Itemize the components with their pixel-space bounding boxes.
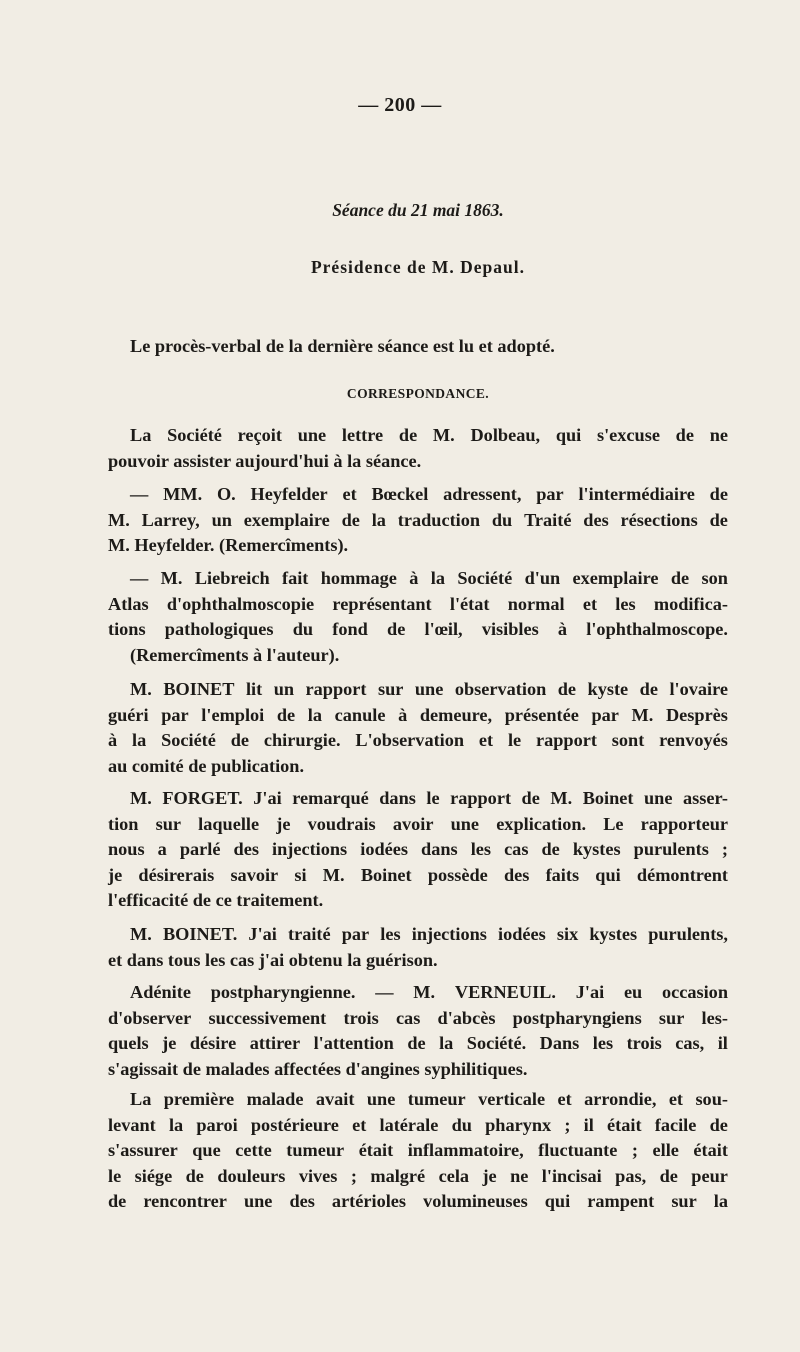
- text-line: et dans tous les cas j'ai obtenu la guérison.: [108, 949, 438, 970]
- text-line: (Remercîments à l'auteur).: [130, 644, 340, 665]
- text-line: M. Larrey, un exemplaire de la traduction du Traité des résections de: [108, 509, 728, 530]
- text-line: Adénite postpharyngienne. — M. VERNEUIL. J'ai eu occasion: [130, 982, 728, 1002]
- text-line: quels je désire attirer l'attention de la Société. Dans les trois cas, il: [108, 1033, 728, 1054]
- text-line: d'observer successivement trois cas d'abcès postpharyngiens sur les-: [108, 1007, 728, 1028]
- text-line: l'efficacité de ce traitement.: [108, 890, 324, 911]
- paragraph-2: [108, 482, 728, 559]
- text-line: au comité de publication.: [108, 755, 305, 776]
- text-line: à la Société de chirurgie. L'observation et le rapport sont renvoyés: [108, 730, 728, 751]
- minutes-paragraph: [108, 334, 728, 360]
- presidency-heading: Présidence de M. Depaul.: [310, 257, 526, 277]
- text-line: M. FORGET. J'ai remarqué dans le rapport de M. Boinet une asser-: [130, 788, 728, 808]
- text-line: — MM. O. Heyfelder et Bœckel adressent, par l'intermédiaire de: [130, 484, 728, 504]
- text-line: tion sur laquelle je voudrais avoir une explication. Le rapporteur: [108, 813, 728, 834]
- text-line: Atlas d'ophthalmoscopie représentant l'état normal et les modifica-: [108, 593, 728, 614]
- page-number: — 200 —: [358, 94, 442, 116]
- paragraph-3: [108, 566, 728, 668]
- text-line: de rencontrer une des artérioles volumineuses qui rampent sur la: [108, 1191, 728, 1212]
- text-line: guéri par l'emploi de la canule à demeure, présentée par M. Desprès: [108, 704, 728, 725]
- paragraph-8: [108, 1087, 728, 1215]
- paragraph-6: [108, 922, 728, 973]
- paragraph-7: [108, 980, 728, 1082]
- text-line: levant la paroi postérieure et latérale du pharynx ; il était facile de: [108, 1114, 728, 1135]
- correspondance-heading: CORRESPONDANCE.: [346, 386, 490, 401]
- text-line: La Société reçoit une lettre de M. Dolbeau, qui s'excuse de ne: [130, 425, 728, 445]
- text-line: s'agissait de malades affectées d'angines syphilitiques.: [108, 1058, 528, 1079]
- paragraph-5: [108, 786, 728, 914]
- text-line: M. BOINET lit un rapport sur une observation de kyste de l'ovaire: [130, 679, 728, 699]
- text-line: nous a parlé des injections iodées dans les cas de kystes purulents ;: [108, 839, 728, 860]
- text-line: M. Heyfelder. (Remercîments).: [108, 535, 349, 556]
- text-line: Le procès-verbal de la dernière séance est lu et adopté.: [130, 336, 555, 356]
- session-date-heading: Séance du 21 mai 1863.: [332, 200, 504, 220]
- text-line: s'assurer que cette tumeur était inflammatoire, fluctuante ; elle était: [108, 1140, 728, 1161]
- text-line: M. BOINET. J'ai traité par les injections iodées six kystes purulents,: [130, 924, 728, 944]
- text-line: le siége de douleurs vives ; malgré cela je ne l'incisai pas, de peur: [108, 1165, 728, 1186]
- text-line: La première malade avait une tumeur verticale et arrondie, et sou-: [130, 1089, 728, 1109]
- text-line: — M. Liebreich fait hommage à la Société d'un exemplaire de son: [130, 568, 728, 588]
- text-line: pouvoir assister aujourd'hui à la séance.: [108, 450, 422, 471]
- paragraph-4: [108, 677, 728, 779]
- text-line: tions pathologiques du fond de l'œil, visibles à l'ophthalmoscope.: [108, 619, 728, 640]
- text-line: je désirerais savoir si M. Boinet possède des faits qui démontrent: [108, 864, 728, 885]
- paragraph-1: [108, 423, 728, 474]
